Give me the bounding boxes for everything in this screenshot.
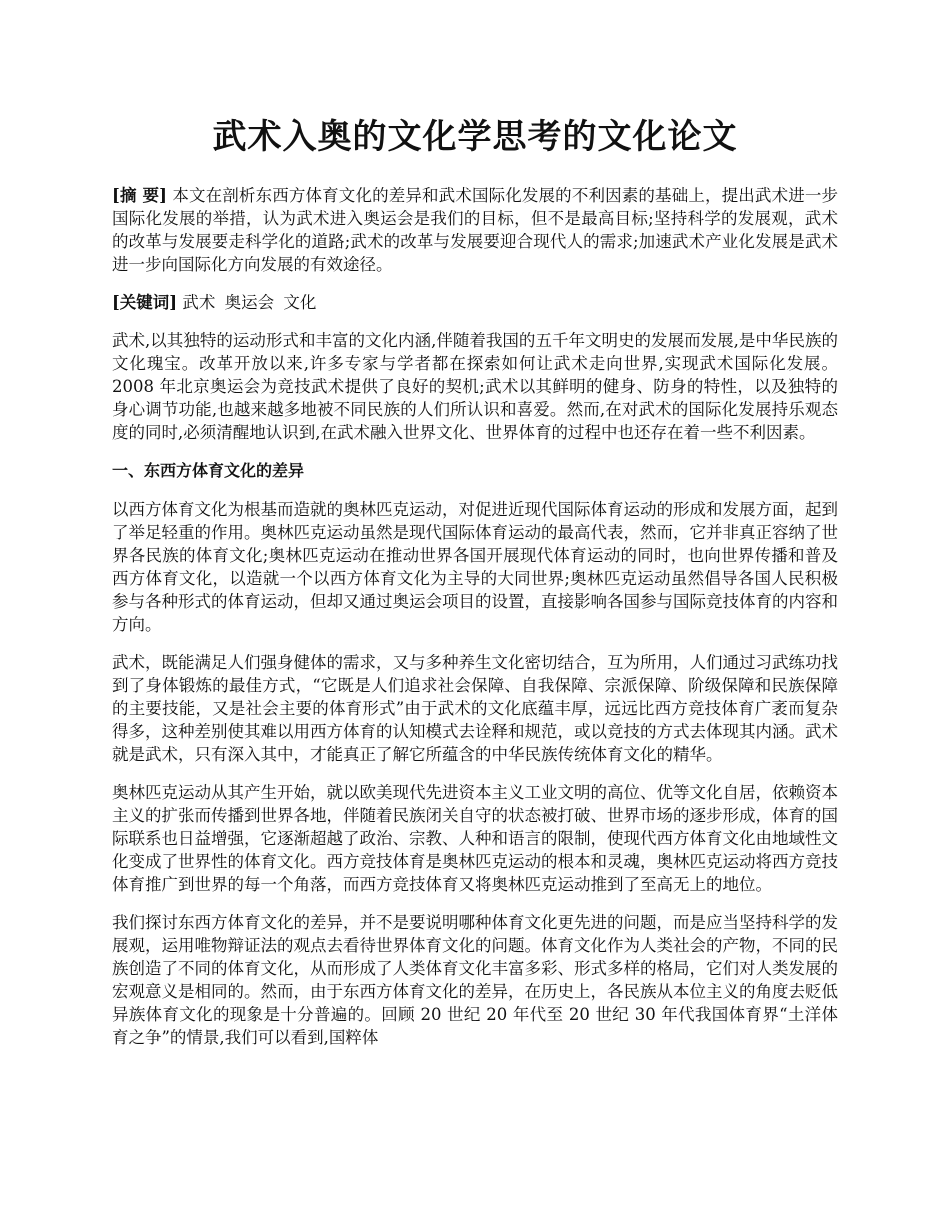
document-title: 武术入奥的文化学思考的文化论文 [212,117,738,157]
abstract-label: [摘 要] [112,186,167,205]
body-paragraph: 武术，既能满足人们强身健体的需求，又与多种养生文化密切结合，互为所用，人们通过习武练功找到了身体锻炼的最佳方式，“它既是人们追求社会保障、自我保障、宗派保障、阶级保障和民族保障的主要技能，又是社会主要的体育形式”由于武术的文化底蕴丰厚，远远比西方竞技体育广袤而复杂得多，这种差别使其难以用西方体育的认知模式去诠释和规范，或以竞技的方式去体现其内涵。武术就是武术，只有深入其中，才能真正了解它所蕴含的中华民族传统体育文化的精华。 [112,653,838,764]
abstract-paragraph [112,184,838,276]
body-paragraph: 我们探讨东西方体育文化的差异，并不是要说明哪种体育文化更先进的问题，而是应当坚持科学的发展观，运用唯物辩证法的观点去看待世界体育文化的问题。体育文化作为人类社会的产物，不同的民族创造了不同的体育文化，从而形成了人类体育文化丰富多彩、形式多样的格局，它们对人类发展的宏观意义是相同的。然而，由于东西方体育文化的差异，在历史上，各民族从本位主义的角度去贬低异族体育文化的现象是十分普遍的。回顾 20 世纪 20 年代至 20 世纪 30 年代我国体育界“土洋体育之争”的情景,我们可以看到,国粹体 [112,913,838,1047]
keyword-item: 文化 [283,293,317,312]
intro-paragraph: 武术,以其独特的运动形式和丰富的文化内涵,伴随着我国的五千年文明史的发展而发展,是中华民族的文化瑰宝。改革开放以来,许多专家与学者都在探索如何让武术走向世界,实现武术国际化发展。2008 年北京奥运会为竞技武术提供了良好的契机;武术以其鲜明的健身、防身的特性，以及独特的身心调节功能,也越来越多地被不同民族的人们所认识和喜爱。然而,在对武术的国际化发展持乐观态度的同时,必须清醒地认识到,在武术融入世界文化、世界体育的过程中也还存在着一些不利因素。 [112,331,838,442]
abstract-text: 本文在剖析东西方体育文化的差异和武术国际化发展的不利因素的基础上，提出武术进一步国际化发展的举措，认为武术进入奥运会是我们的目标，但不是最高目标;坚持科学的发展观，武术的改革与发展要走科学化的道路;武术的改革与发展要迎合现代人的需求;加速武术产业化发展是武术进一步向国际化方向发展的有效途径。 [112,186,839,274]
body-paragraph: 以西方体育文化为根基而造就的奥林匹克运动，对促进近现代国际体育运动的形成和发展方面，起到了举足轻重的作用。奥林匹克运动虽然是现代国际体育运动的最高代表，然而，它并非真正容纳了世界各民族的体育文化;奥林匹克运动在推动世界各国开展现代体育运动的同时，也向世界传播和普及西方体育文化，以造就一个以西方体育文化为主导的大同世界;奥林匹克运动虽然倡导各国人民积极参与各种形式的体育运动，但却又通过奥运会项目的设置，直接影响各国参与国际竞技体育的内容和方向。 [112,500,838,634]
keywords-label: [关键词] [112,293,178,312]
body-paragraph: 奥林匹克运动从其产生开始，就以欧美现代先进资本主义工业文明的高位、优等文化自居，依赖资本主义的扩张而传播到世界各地，伴随着民族闭关自守的状态被打破、世界市场的逐步形成，体育的国际联系也日益增强，它逐渐超越了政治、宗教、人种和语言的限制，使现代西方体育文化由地域性文化变成了世界性的体育文化。西方竞技体育是奥林匹克运动的根本和灵魂，奥林匹克运动将西方竞技体育推广到世界的每一个角落，而西方竞技体育又将奥林匹克运动推到了至高无上的地位。 [112,783,838,894]
keywords-paragraph [112,291,838,314]
section-heading: 一、东西方体育文化的差异 [112,461,305,480]
keyword-item: 奥运会 [224,293,275,312]
keyword-item: 武术 [182,293,216,312]
